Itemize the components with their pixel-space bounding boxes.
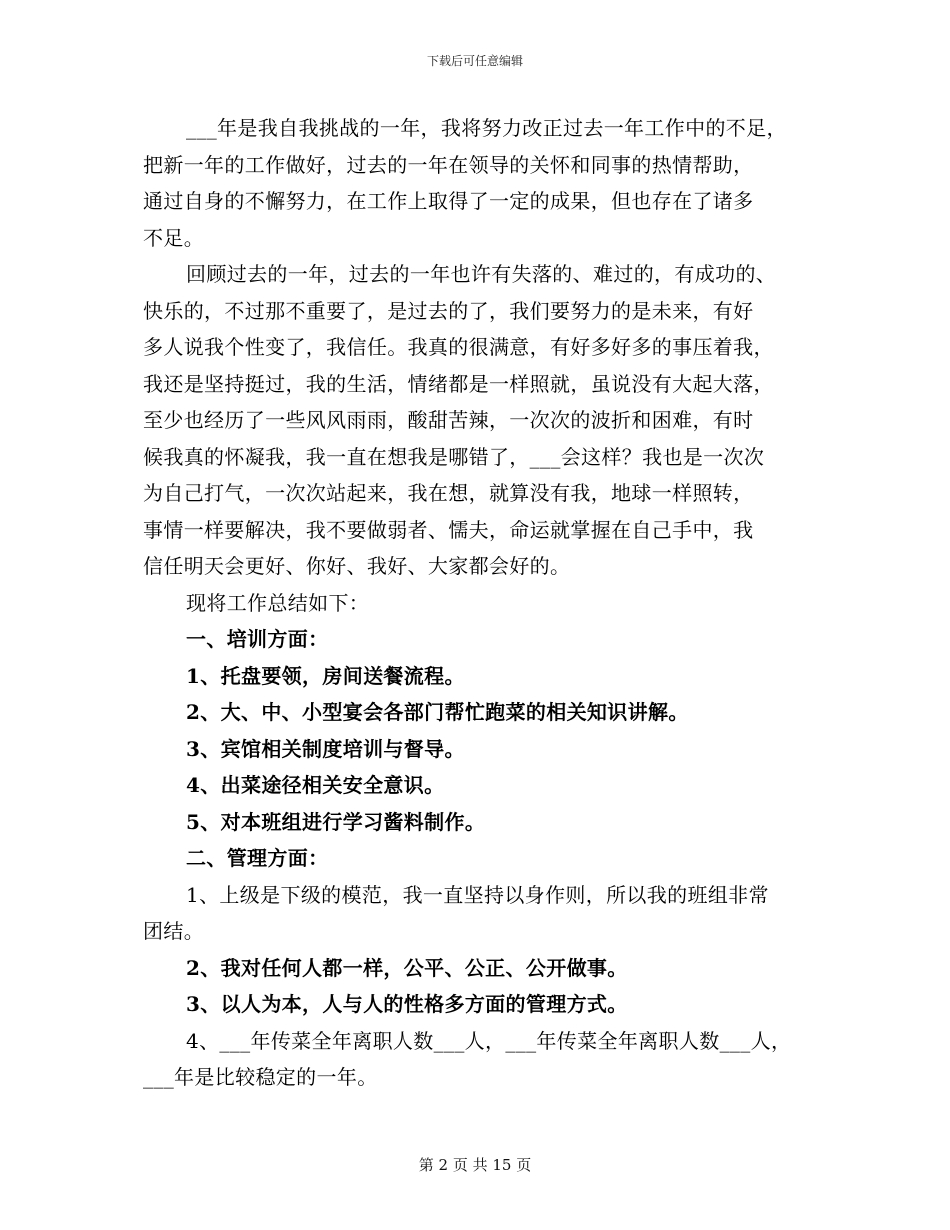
paragraph-line: 至少也经历了一些风风雨雨，酸甜苦辣，一次次的波折和困难，有时 (143, 408, 754, 432)
paragraph-line: 我还是坚持挺过，我的生活，情绪都是一样照就，虽说没有大起大落， (143, 371, 774, 396)
summary-intro: 现将工作总结如下： (186, 590, 370, 615)
page-header: 下载后可任意编辑 (426, 54, 523, 68)
document-body (143, 110, 833, 1096)
paragraph-line: 候我真的怀凝我，我一直在想我是哪错了，___会这样？我也是一次次 (143, 444, 765, 469)
training-item: 4、出菜途径相关安全意识。 (186, 773, 445, 797)
paragraph-line: 不足。 (143, 225, 205, 250)
management-item: 1、上级是下级的模范，我一直坚持以身作则，所以我的班组非常 (186, 882, 769, 907)
section-heading-training: 一、培训方面： (186, 627, 329, 651)
management-item-continued: 团结。 (143, 919, 205, 943)
management-item: 2、我对任何人都一样，公平、公正、公开做事。 (186, 955, 628, 980)
management-item: 3、以人为本，人与人的性格多方面的管理方式。 (186, 992, 628, 1016)
section-heading-management: 二、管理方面： (186, 846, 329, 870)
management-item: 4、___年传菜全年离职人数___人，___年传菜全年离职人数___人， (186, 1028, 792, 1053)
paragraph-line: 信任明天会更好、你好、我好、大家都会好的。 (143, 554, 571, 578)
training-item: 3、宾馆相关制度培训与督导。 (186, 736, 465, 761)
paragraph-line: ___年是我自我挑战的一年，我将努力改正过去一年工作中的不足， (186, 116, 787, 140)
page-number: 第 2 页 共 15 页 (418, 1156, 532, 1174)
paragraph-line: 为自己打气，一次次站起来，我在想，就算没有我，地球一样照转， (143, 481, 754, 505)
paragraph-line: 快乐的，不过那不重要了，是过去的了，我们要努力的是未来，有好 (143, 298, 754, 323)
paragraph-line: 把新一年的工作做好，过去的一年在领导的关怀和同事的热情帮助， (143, 152, 754, 177)
paragraph-line: 多人说我个性变了，我信任。我真的很满意，有好多好多的事压着我， (143, 335, 774, 359)
paragraph-line: 通过自身的不懈努力，在工作上取得了一定的成果，但也存在了诸多 (143, 189, 754, 213)
training-item: 5、对本班组进行学习酱料制作。 (186, 809, 486, 834)
paragraph-line: 事情一样要解决，我不要做弱者、懦夫，命运就掌握在自己手中，我 (143, 517, 754, 542)
management-item-continued: ___年是比较稳定的一年。 (143, 1065, 378, 1089)
training-item: 2、大、中、小型宴会各部门帮忙跑菜的相关知识讲解。 (186, 700, 689, 724)
training-item: 1、托盘要领，房间送餐流程。 (186, 663, 465, 688)
paragraph-line: 回顾过去的一年，过去的一年也许有失落的、难过的，有成功的、 (186, 262, 777, 286)
